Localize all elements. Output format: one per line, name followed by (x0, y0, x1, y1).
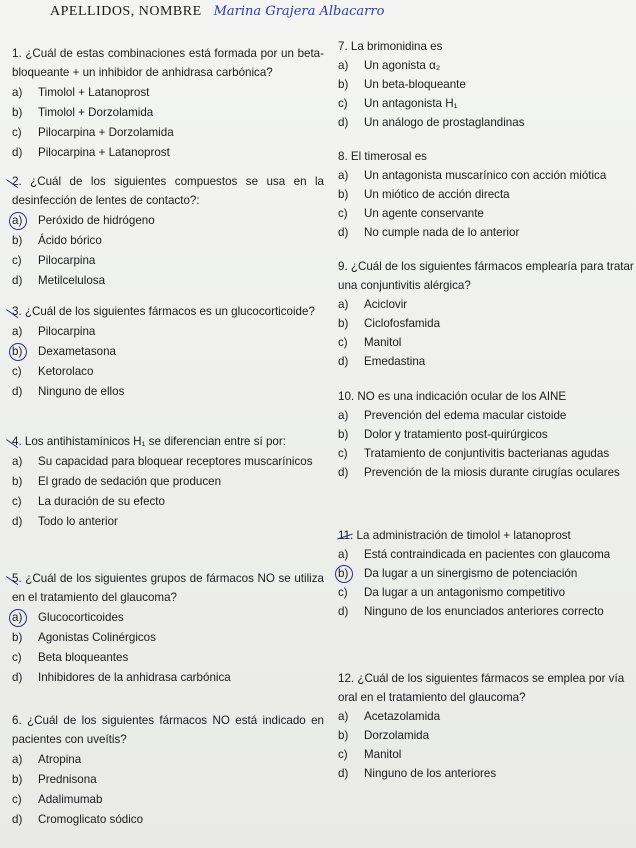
option-b: b) Un miótico de acción directa (338, 188, 510, 201)
question-text: 9. ¿Cuál de los siguientes fármacos emplearía para tratar una conjuntivitis alérgica? (338, 260, 634, 292)
option-d: d) Cromoglicato sódico (12, 813, 144, 826)
option-c: c) Pilocarpina + Dorzolamida (12, 126, 174, 139)
option-b: b) El grado de sedación que producen (12, 475, 222, 488)
option-d: d) Ninguno de los enunciados anteriores correcto (338, 605, 604, 618)
check-mark-icon (6, 431, 24, 448)
check-mark-icon (6, 301, 24, 318)
question-text: 6. ¿Cuál de los siguientes fármacos NO está indicado en pacientes con uveítis? (12, 714, 324, 746)
option-b: b) Prednisona (12, 773, 97, 786)
question-6 (12, 711, 324, 829)
option-c: c) Ketorolaco (12, 365, 94, 378)
option-a-selected: a) Peróxido de hidrógeno (12, 211, 324, 230)
check-mark-icon (6, 171, 24, 188)
option-a: a) Un antagonista muscarínico con acción miótica (338, 169, 607, 182)
option-d: d) Todo lo anterior (12, 515, 118, 528)
option-c: c) Adalimumab (12, 793, 103, 806)
question-9 (338, 257, 636, 371)
question-text: 7. La brimonidina es (338, 40, 443, 53)
option-b: b) Agonistas Colinérgicos (12, 631, 156, 644)
question-10 (338, 387, 636, 482)
option-b: b) Dolor y tratamiento post-quirúrgicos (338, 428, 548, 441)
question-8 (338, 147, 636, 242)
option-a: a) Está contraindicada en pacientes con glaucoma (338, 548, 611, 561)
option-d: d) Ninguno de los anteriores (338, 767, 497, 780)
option-d: d) Emedastina (338, 355, 426, 368)
question-text: 11. La administración de timolol + latanoprost (338, 529, 571, 542)
question-text: 4. Los antihistamínicos H₁ se diferencian entre sí por: (12, 432, 324, 451)
option-d: d) Ninguno de ellos (12, 385, 125, 398)
question-2 (12, 172, 324, 290)
question-text: 1. ¿Cuál de estas combinaciones está formada por un beta-bloqueante + un inhibidor de anhidrasa carbónica? (12, 47, 324, 79)
option-d: d) Metilcelulosa (12, 274, 106, 287)
check-mark-icon (6, 568, 24, 585)
option-c: c) Beta bloqueantes (12, 651, 129, 664)
option-b: b) Un beta-bloqueante (338, 78, 466, 91)
question-text: 12. ¿Cuál de los siguientes fármacos se emplea por vía oral en el tratamiento del glaucoma? (338, 672, 625, 704)
option-a-selected: a) Glucocorticoides (12, 608, 324, 627)
option-d: d) Pilocarpina + Latanoprost (12, 146, 170, 159)
option-d: d) Inhibidores de la anhidrasa carbónica (12, 671, 231, 684)
option-b: b) Ácido bórico (12, 234, 102, 247)
question-11 (338, 526, 636, 621)
option-c: c) Pilocarpina (12, 254, 96, 267)
option-b: b) Ciclofosfamida (338, 317, 441, 330)
option-c: c) Tratamiento de conjuntivitis bacterianas agudas (338, 447, 610, 460)
option-a: a) Atropina (12, 753, 82, 766)
question-4 (12, 432, 324, 531)
option-c: c) Da lugar a un antagonismo competitivo (338, 586, 566, 599)
option-a: a) Acetazolamida (338, 710, 441, 723)
option-c: c) Manitol (338, 336, 402, 349)
handwritten-signature: Marina Grajera Albacarro (213, 4, 385, 19)
question-text: 10. NO es una indicación ocular de los AINE (338, 390, 567, 403)
option-a: a) Un agonista α₂ (338, 59, 441, 72)
option-a: a) Timolol + Latanoprost (12, 86, 150, 99)
question-3 (12, 302, 324, 401)
option-c: c) La duración de su efecto (12, 495, 165, 508)
option-d: d) Prevención de la miosis durante cirugías oculares (338, 466, 620, 479)
question-text: 2. ¿Cuál de los siguientes compuestos se usa en la desinfección de lentes de contacto?: (12, 172, 324, 210)
option-b-selected: b) Da lugar a un sinergismo de potenciación (338, 564, 636, 583)
option-c: c) Un agente conservante (338, 207, 484, 220)
option-a: a) Aciclovir (338, 298, 408, 311)
question-text: 3. ¿Cuál de los siguientes fármacos es un glucocorticoide? (12, 302, 324, 321)
name-header (50, 4, 384, 20)
option-c: c) Manitol (338, 748, 402, 761)
option-b: b) Timolol + Dorzolamida (12, 106, 154, 119)
question-7 (338, 37, 636, 132)
question-12 (338, 669, 636, 783)
question-1 (12, 44, 324, 162)
question-5 (12, 569, 324, 687)
option-a: a) Prevención del edema macular cistoide (338, 409, 567, 422)
option-c: c) Un antagonista H₁ (338, 97, 458, 110)
option-b: b) Dorzolamida (338, 729, 430, 742)
option-a: a) Pilocarpina (12, 325, 96, 338)
option-a: a) Su capacidad para bloquear receptores muscarínicos (12, 455, 313, 468)
option-d: d) No cumple nada de lo anterior (338, 226, 520, 239)
question-text: 5. ¿Cuál de los siguientes grupos de fármacos NO se utiliza en el tratamiento del glaucoma? (12, 569, 324, 607)
name-label: APELLIDOS, NOMBRE (50, 4, 202, 19)
option-d: d) Un análogo de prostaglandinas (338, 116, 525, 129)
question-text: 8. El timerosal es (338, 150, 427, 163)
option-b-selected: b) Dexametasona (12, 342, 324, 361)
